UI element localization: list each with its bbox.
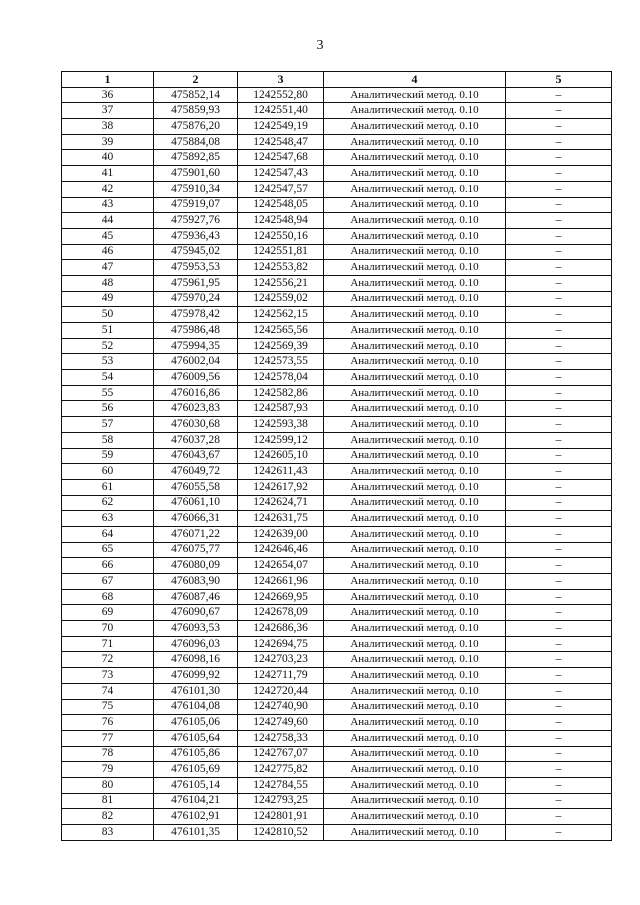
point-number-cell: 64 xyxy=(62,526,154,542)
y-coordinate-cell: 1242686,36 xyxy=(238,621,324,637)
y-coordinate-cell: 1242551,40 xyxy=(238,103,324,119)
note-cell: – xyxy=(506,291,612,307)
y-coordinate-cell: 1242749,60 xyxy=(238,715,324,731)
method-cell: Аналитический метод. 0.10 xyxy=(324,730,506,746)
table-row xyxy=(62,589,612,605)
x-coordinate-cell: 475970,24 xyxy=(154,291,238,307)
table-row xyxy=(62,103,612,119)
note-cell: – xyxy=(506,558,612,574)
method-cell: Аналитический метод. 0.10 xyxy=(324,103,506,119)
table-row xyxy=(62,338,612,354)
method-cell: Аналитический метод. 0.10 xyxy=(324,307,506,323)
x-coordinate-cell: 475892,85 xyxy=(154,150,238,166)
x-coordinate-cell: 476049,72 xyxy=(154,464,238,480)
y-coordinate-cell: 1242661,96 xyxy=(238,574,324,590)
note-cell: – xyxy=(506,338,612,354)
note-cell: – xyxy=(506,621,612,637)
point-number-cell: 41 xyxy=(62,166,154,182)
note-cell: – xyxy=(506,652,612,668)
table-row xyxy=(62,134,612,150)
method-cell: Аналитический метод. 0.10 xyxy=(324,119,506,135)
point-number-cell: 82 xyxy=(62,809,154,825)
note-cell: – xyxy=(506,119,612,135)
point-number-cell: 73 xyxy=(62,668,154,684)
method-cell: Аналитический метод. 0.10 xyxy=(324,526,506,542)
note-cell: – xyxy=(506,275,612,291)
table-row xyxy=(62,244,612,260)
note-cell: – xyxy=(506,762,612,778)
y-coordinate-cell: 1242551,81 xyxy=(238,244,324,260)
point-number-cell: 71 xyxy=(62,636,154,652)
table-row xyxy=(62,323,612,339)
table-row xyxy=(62,526,612,542)
x-coordinate-cell: 476043,67 xyxy=(154,448,238,464)
point-number-cell: 52 xyxy=(62,338,154,354)
table-row xyxy=(62,87,612,103)
table-row xyxy=(62,307,612,323)
point-number-cell: 67 xyxy=(62,574,154,590)
y-coordinate-cell: 1242617,92 xyxy=(238,479,324,495)
x-coordinate-cell: 476102,91 xyxy=(154,809,238,825)
point-number-cell: 51 xyxy=(62,323,154,339)
method-cell: Аналитический метод. 0.10 xyxy=(324,448,506,464)
note-cell: – xyxy=(506,385,612,401)
note-cell: – xyxy=(506,715,612,731)
table-row xyxy=(62,746,612,762)
table-row xyxy=(62,464,612,480)
table-row xyxy=(62,181,612,197)
method-cell: Аналитический метод. 0.10 xyxy=(324,166,506,182)
table-row xyxy=(62,479,612,495)
table-row xyxy=(62,511,612,527)
point-number-cell: 43 xyxy=(62,197,154,213)
table-row xyxy=(62,370,612,386)
note-cell: – xyxy=(506,636,612,652)
x-coordinate-cell: 476037,28 xyxy=(154,432,238,448)
y-coordinate-cell: 1242548,47 xyxy=(238,134,324,150)
y-coordinate-cell: 1242605,10 xyxy=(238,448,324,464)
y-coordinate-cell: 1242578,04 xyxy=(238,370,324,386)
table-header-row xyxy=(62,72,612,88)
table-row xyxy=(62,166,612,182)
table-row xyxy=(62,777,612,793)
page-number: 3 xyxy=(316,38,324,53)
note-cell: – xyxy=(506,197,612,213)
method-cell: Аналитический метод. 0.10 xyxy=(324,464,506,480)
point-number-cell: 60 xyxy=(62,464,154,480)
method-cell: Аналитический метод. 0.10 xyxy=(324,338,506,354)
method-cell: Аналитический метод. 0.10 xyxy=(324,291,506,307)
y-coordinate-cell: 1242793,25 xyxy=(238,793,324,809)
y-coordinate-cell: 1242694,75 xyxy=(238,636,324,652)
note-cell: – xyxy=(506,87,612,103)
x-coordinate-cell: 475961,95 xyxy=(154,275,238,291)
method-cell: Аналитический метод. 0.10 xyxy=(324,417,506,433)
x-coordinate-cell: 475986,48 xyxy=(154,323,238,339)
y-coordinate-cell: 1242810,52 xyxy=(238,825,324,841)
note-cell: – xyxy=(506,479,612,495)
method-cell: Аналитический метод. 0.10 xyxy=(324,589,506,605)
x-coordinate-cell: 476105,06 xyxy=(154,715,238,731)
point-number-cell: 76 xyxy=(62,715,154,731)
point-number-cell: 54 xyxy=(62,370,154,386)
point-number-cell: 37 xyxy=(62,103,154,119)
coordinates-table xyxy=(61,71,612,841)
table-row xyxy=(62,260,612,276)
x-coordinate-cell: 476083,90 xyxy=(154,574,238,590)
note-cell: – xyxy=(506,605,612,621)
method-cell: Аналитический метод. 0.10 xyxy=(324,354,506,370)
y-coordinate-cell: 1242547,57 xyxy=(238,181,324,197)
method-cell: Аналитический метод. 0.10 xyxy=(324,668,506,684)
note-cell: – xyxy=(506,589,612,605)
x-coordinate-cell: 475978,42 xyxy=(154,307,238,323)
x-coordinate-cell: 475927,76 xyxy=(154,213,238,229)
table-row xyxy=(62,448,612,464)
y-coordinate-cell: 1242548,05 xyxy=(238,197,324,213)
point-number-cell: 66 xyxy=(62,558,154,574)
x-coordinate-cell: 475876,20 xyxy=(154,119,238,135)
table-row xyxy=(62,605,612,621)
x-coordinate-cell: 476093,53 xyxy=(154,621,238,637)
x-coordinate-cell: 475919,07 xyxy=(154,197,238,213)
method-cell: Аналитический метод. 0.10 xyxy=(324,260,506,276)
method-cell: Аналитический метод. 0.10 xyxy=(324,558,506,574)
note-cell: – xyxy=(506,526,612,542)
point-number-cell: 62 xyxy=(62,495,154,511)
table-row xyxy=(62,683,612,699)
y-coordinate-cell: 1242559,02 xyxy=(238,291,324,307)
x-coordinate-cell: 475936,43 xyxy=(154,228,238,244)
point-number-cell: 36 xyxy=(62,87,154,103)
method-cell: Аналитический метод. 0.10 xyxy=(324,181,506,197)
method-cell: Аналитический метод. 0.10 xyxy=(324,825,506,841)
note-cell: – xyxy=(506,307,612,323)
note-cell: – xyxy=(506,511,612,527)
y-coordinate-cell: 1242547,68 xyxy=(238,150,324,166)
x-coordinate-cell: 476101,30 xyxy=(154,683,238,699)
note-cell: – xyxy=(506,699,612,715)
note-cell: – xyxy=(506,103,612,119)
x-coordinate-cell: 475852,14 xyxy=(154,87,238,103)
table-row xyxy=(62,793,612,809)
x-coordinate-cell: 476101,35 xyxy=(154,825,238,841)
point-number-cell: 40 xyxy=(62,150,154,166)
y-coordinate-cell: 1242767,07 xyxy=(238,746,324,762)
table-row xyxy=(62,275,612,291)
method-cell: Аналитический метод. 0.10 xyxy=(324,323,506,339)
method-cell: Аналитический метод. 0.10 xyxy=(324,574,506,590)
note-cell: – xyxy=(506,495,612,511)
y-coordinate-cell: 1242801,91 xyxy=(238,809,324,825)
y-coordinate-cell: 1242547,43 xyxy=(238,166,324,182)
table-row xyxy=(62,542,612,558)
header-col-1: 1 xyxy=(62,72,154,88)
method-cell: Аналитический метод. 0.10 xyxy=(324,150,506,166)
note-cell: – xyxy=(506,464,612,480)
note-cell: – xyxy=(506,401,612,417)
x-coordinate-cell: 476099,92 xyxy=(154,668,238,684)
x-coordinate-cell: 476090,67 xyxy=(154,605,238,621)
table-row xyxy=(62,762,612,778)
y-coordinate-cell: 1242669,95 xyxy=(238,589,324,605)
point-number-cell: 39 xyxy=(62,134,154,150)
method-cell: Аналитический метод. 0.10 xyxy=(324,385,506,401)
note-cell: – xyxy=(506,370,612,386)
method-cell: Аналитический метод. 0.10 xyxy=(324,715,506,731)
table-row xyxy=(62,417,612,433)
table-row xyxy=(62,354,612,370)
note-cell: – xyxy=(506,574,612,590)
method-cell: Аналитический метод. 0.10 xyxy=(324,542,506,558)
point-number-cell: 79 xyxy=(62,762,154,778)
point-number-cell: 58 xyxy=(62,432,154,448)
table-row xyxy=(62,119,612,135)
point-number-cell: 57 xyxy=(62,417,154,433)
x-coordinate-cell: 475994,35 xyxy=(154,338,238,354)
method-cell: Аналитический метод. 0.10 xyxy=(324,228,506,244)
x-coordinate-cell: 476087,46 xyxy=(154,589,238,605)
y-coordinate-cell: 1242582,86 xyxy=(238,385,324,401)
method-cell: Аналитический метод. 0.10 xyxy=(324,401,506,417)
table-row xyxy=(62,291,612,307)
y-coordinate-cell: 1242593,38 xyxy=(238,417,324,433)
table-row xyxy=(62,213,612,229)
x-coordinate-cell: 475945,02 xyxy=(154,244,238,260)
point-number-cell: 83 xyxy=(62,825,154,841)
table-row xyxy=(62,715,612,731)
method-cell: Аналитический метод. 0.10 xyxy=(324,213,506,229)
method-cell: Аналитический метод. 0.10 xyxy=(324,197,506,213)
header-col-2: 2 xyxy=(154,72,238,88)
method-cell: Аналитический метод. 0.10 xyxy=(324,762,506,778)
method-cell: Аналитический метод. 0.10 xyxy=(324,605,506,621)
note-cell: – xyxy=(506,793,612,809)
point-number-cell: 38 xyxy=(62,119,154,135)
y-coordinate-cell: 1242548,94 xyxy=(238,213,324,229)
header-col-3: 3 xyxy=(238,72,324,88)
y-coordinate-cell: 1242569,39 xyxy=(238,338,324,354)
table-row xyxy=(62,636,612,652)
y-coordinate-cell: 1242740,90 xyxy=(238,699,324,715)
y-coordinate-cell: 1242631,75 xyxy=(238,511,324,527)
method-cell: Аналитический метод. 0.10 xyxy=(324,636,506,652)
x-coordinate-cell: 476061,10 xyxy=(154,495,238,511)
y-coordinate-cell: 1242784,55 xyxy=(238,777,324,793)
x-coordinate-cell: 475884,08 xyxy=(154,134,238,150)
method-cell: Аналитический метод. 0.10 xyxy=(324,87,506,103)
y-coordinate-cell: 1242758,33 xyxy=(238,730,324,746)
y-coordinate-cell: 1242550,16 xyxy=(238,228,324,244)
x-coordinate-cell: 476104,21 xyxy=(154,793,238,809)
method-cell: Аналитический метод. 0.10 xyxy=(324,495,506,511)
x-coordinate-cell: 475910,34 xyxy=(154,181,238,197)
x-coordinate-cell: 476105,14 xyxy=(154,777,238,793)
method-cell: Аналитический метод. 0.10 xyxy=(324,244,506,260)
method-cell: Аналитический метод. 0.10 xyxy=(324,511,506,527)
note-cell: – xyxy=(506,166,612,182)
method-cell: Аналитический метод. 0.10 xyxy=(324,652,506,668)
method-cell: Аналитический метод. 0.10 xyxy=(324,479,506,495)
x-coordinate-cell: 476009,56 xyxy=(154,370,238,386)
x-coordinate-cell: 476016,86 xyxy=(154,385,238,401)
table-row xyxy=(62,699,612,715)
y-coordinate-cell: 1242573,55 xyxy=(238,354,324,370)
note-cell: – xyxy=(506,260,612,276)
y-coordinate-cell: 1242775,82 xyxy=(238,762,324,778)
method-cell: Аналитический метод. 0.10 xyxy=(324,699,506,715)
x-coordinate-cell: 476105,86 xyxy=(154,746,238,762)
x-coordinate-cell: 476096,03 xyxy=(154,636,238,652)
x-coordinate-cell: 476055,58 xyxy=(154,479,238,495)
table-row xyxy=(62,385,612,401)
method-cell: Аналитический метод. 0.10 xyxy=(324,777,506,793)
note-cell: – xyxy=(506,730,612,746)
y-coordinate-cell: 1242678,09 xyxy=(238,605,324,621)
table-row xyxy=(62,652,612,668)
y-coordinate-cell: 1242599,12 xyxy=(238,432,324,448)
y-coordinate-cell: 1242720,44 xyxy=(238,683,324,699)
y-coordinate-cell: 1242556,21 xyxy=(238,275,324,291)
point-number-cell: 81 xyxy=(62,793,154,809)
x-coordinate-cell: 475859,93 xyxy=(154,103,238,119)
point-number-cell: 45 xyxy=(62,228,154,244)
table-row xyxy=(62,730,612,746)
point-number-cell: 59 xyxy=(62,448,154,464)
y-coordinate-cell: 1242552,80 xyxy=(238,87,324,103)
note-cell: – xyxy=(506,668,612,684)
x-coordinate-cell: 476105,69 xyxy=(154,762,238,778)
x-coordinate-cell: 476030,68 xyxy=(154,417,238,433)
point-number-cell: 74 xyxy=(62,683,154,699)
note-cell: – xyxy=(506,228,612,244)
x-coordinate-cell: 475953,53 xyxy=(154,260,238,276)
point-number-cell: 63 xyxy=(62,511,154,527)
table-row xyxy=(62,558,612,574)
y-coordinate-cell: 1242611,43 xyxy=(238,464,324,480)
note-cell: – xyxy=(506,777,612,793)
x-coordinate-cell: 476098,16 xyxy=(154,652,238,668)
note-cell: – xyxy=(506,683,612,699)
table-row xyxy=(62,809,612,825)
note-cell: – xyxy=(506,746,612,762)
point-number-cell: 53 xyxy=(62,354,154,370)
point-number-cell: 70 xyxy=(62,621,154,637)
x-coordinate-cell: 476104,08 xyxy=(154,699,238,715)
note-cell: – xyxy=(506,432,612,448)
y-coordinate-cell: 1242587,93 xyxy=(238,401,324,417)
point-number-cell: 78 xyxy=(62,746,154,762)
table-row xyxy=(62,574,612,590)
table-row xyxy=(62,150,612,166)
method-cell: Аналитический метод. 0.10 xyxy=(324,746,506,762)
note-cell: – xyxy=(506,213,612,229)
note-cell: – xyxy=(506,244,612,260)
y-coordinate-cell: 1242711,79 xyxy=(238,668,324,684)
x-coordinate-cell: 476023,83 xyxy=(154,401,238,417)
note-cell: – xyxy=(506,417,612,433)
table-row xyxy=(62,495,612,511)
point-number-cell: 61 xyxy=(62,479,154,495)
table-row xyxy=(62,228,612,244)
method-cell: Аналитический метод. 0.10 xyxy=(324,275,506,291)
note-cell: – xyxy=(506,150,612,166)
table-row xyxy=(62,401,612,417)
x-coordinate-cell: 476002,04 xyxy=(154,354,238,370)
point-number-cell: 68 xyxy=(62,589,154,605)
y-coordinate-cell: 1242624,71 xyxy=(238,495,324,511)
note-cell: – xyxy=(506,825,612,841)
note-cell: – xyxy=(506,354,612,370)
note-cell: – xyxy=(506,448,612,464)
y-coordinate-cell: 1242562,15 xyxy=(238,307,324,323)
x-coordinate-cell: 475901,60 xyxy=(154,166,238,182)
y-coordinate-cell: 1242553,82 xyxy=(238,260,324,276)
table-row xyxy=(62,621,612,637)
point-number-cell: 55 xyxy=(62,385,154,401)
y-coordinate-cell: 1242565,56 xyxy=(238,323,324,339)
point-number-cell: 65 xyxy=(62,542,154,558)
table-row xyxy=(62,432,612,448)
y-coordinate-cell: 1242549,19 xyxy=(238,119,324,135)
table-row xyxy=(62,197,612,213)
x-coordinate-cell: 476075,77 xyxy=(154,542,238,558)
method-cell: Аналитический метод. 0.10 xyxy=(324,793,506,809)
table-body xyxy=(62,87,612,840)
table-row xyxy=(62,825,612,841)
header-col-4: 4 xyxy=(324,72,506,88)
x-coordinate-cell: 476105,64 xyxy=(154,730,238,746)
point-number-cell: 72 xyxy=(62,652,154,668)
method-cell: Аналитический метод. 0.10 xyxy=(324,621,506,637)
method-cell: Аналитический метод. 0.10 xyxy=(324,683,506,699)
method-cell: Аналитический метод. 0.10 xyxy=(324,809,506,825)
point-number-cell: 47 xyxy=(62,260,154,276)
y-coordinate-cell: 1242703,23 xyxy=(238,652,324,668)
note-cell: – xyxy=(506,809,612,825)
point-number-cell: 46 xyxy=(62,244,154,260)
point-number-cell: 49 xyxy=(62,291,154,307)
point-number-cell: 77 xyxy=(62,730,154,746)
table-row xyxy=(62,668,612,684)
point-number-cell: 48 xyxy=(62,275,154,291)
x-coordinate-cell: 476066,31 xyxy=(154,511,238,527)
point-number-cell: 69 xyxy=(62,605,154,621)
point-number-cell: 42 xyxy=(62,181,154,197)
point-number-cell: 56 xyxy=(62,401,154,417)
point-number-cell: 50 xyxy=(62,307,154,323)
header-col-5: 5 xyxy=(506,72,612,88)
note-cell: – xyxy=(506,323,612,339)
point-number-cell: 75 xyxy=(62,699,154,715)
method-cell: Аналитический метод. 0.10 xyxy=(324,370,506,386)
x-coordinate-cell: 476071,22 xyxy=(154,526,238,542)
point-number-cell: 44 xyxy=(62,213,154,229)
x-coordinate-cell: 476080,09 xyxy=(154,558,238,574)
point-number-cell: 80 xyxy=(62,777,154,793)
method-cell: Аналитический метод. 0.10 xyxy=(324,134,506,150)
y-coordinate-cell: 1242654,07 xyxy=(238,558,324,574)
method-cell: Аналитический метод. 0.10 xyxy=(324,432,506,448)
note-cell: – xyxy=(506,181,612,197)
y-coordinate-cell: 1242639,00 xyxy=(238,526,324,542)
y-coordinate-cell: 1242646,46 xyxy=(238,542,324,558)
note-cell: – xyxy=(506,134,612,150)
note-cell: – xyxy=(506,542,612,558)
